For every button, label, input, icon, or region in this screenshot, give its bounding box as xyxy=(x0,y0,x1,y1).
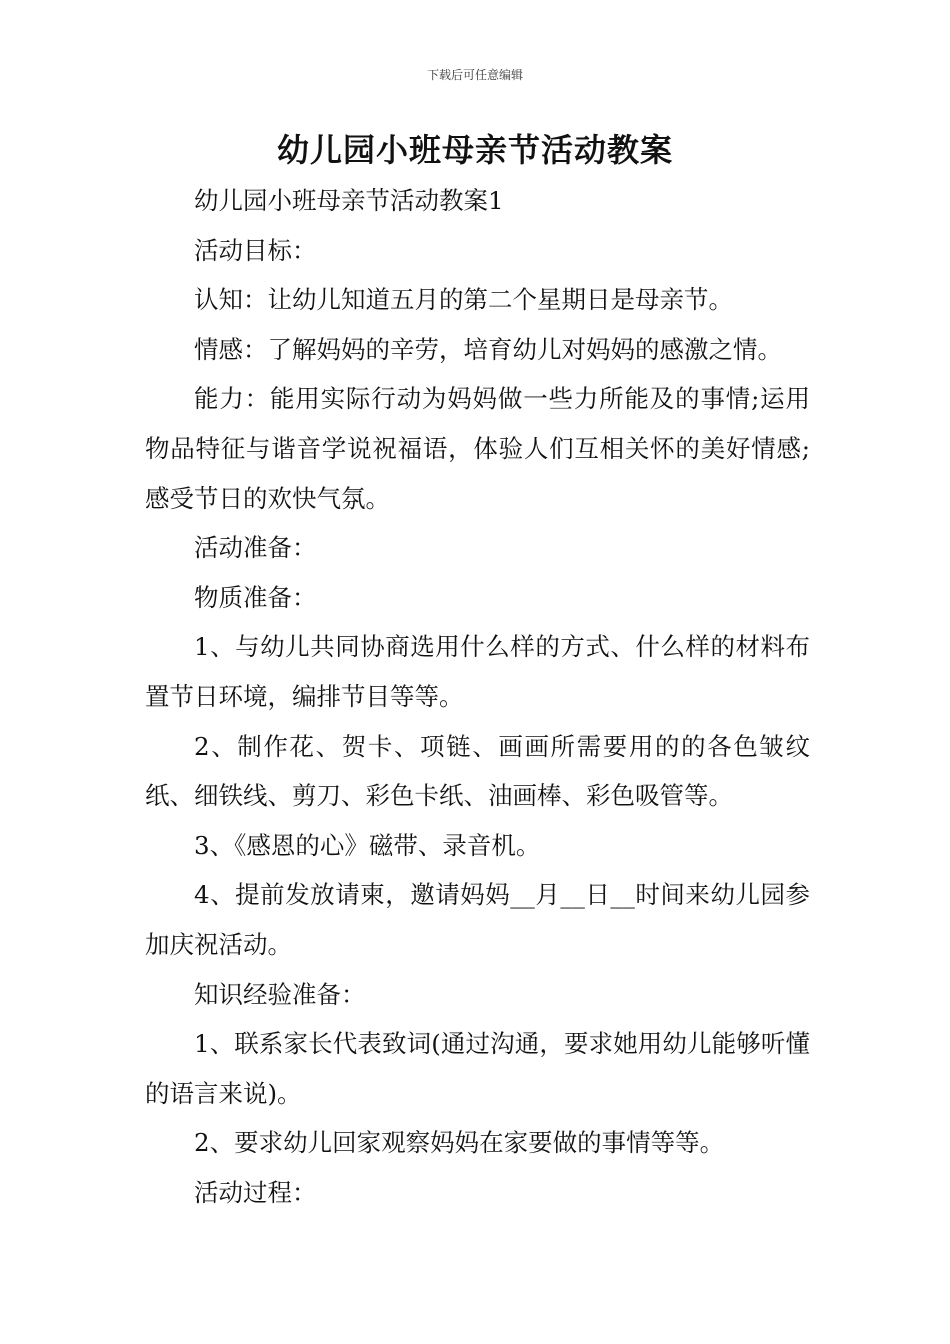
paragraph-knowledge-2: 2、要求幼儿回家观察妈妈在家要做的事情等等。 xyxy=(194,1128,725,1158)
document-body xyxy=(145,176,810,1217)
paragraph-material-1: 1、与幼儿共同协商选用什么样的方式、什么样的材料布置节日环境，编排节目等等。 xyxy=(145,632,810,711)
paragraph-material-4: 4、提前发放请柬，邀请妈妈__月__日__时间来幼儿园参加庆祝活动。 xyxy=(145,880,810,959)
paragraph-process-heading: 活动过程： xyxy=(194,1177,317,1207)
paragraph-goals-heading: 活动目标： xyxy=(194,235,317,265)
paragraph-knowledge-heading: 知识经验准备： xyxy=(194,979,366,1009)
header-note: 下载后可任意编辑 xyxy=(426,68,523,82)
paragraph-knowledge-1: 1、联系家长代表致词(通过沟通，要求她用幼儿能够听懂的语言来说)。 xyxy=(145,1029,810,1108)
paragraph-material-3: 3、《感恩的心》磁带、录音机。 xyxy=(194,830,541,860)
paragraph-ability: 能力：能用实际行动为妈妈做一些力所能及的事情;运用物品特征与谐音学说祝福语，体验人们互相关怀的美好情感;感受节日的欢快气氛。 xyxy=(145,384,810,513)
document-title: 幼儿园小班母亲节活动教案 xyxy=(276,131,673,169)
paragraph-material-heading: 物质准备： xyxy=(194,582,317,612)
paragraph-preparation-heading: 活动准备： xyxy=(194,533,317,563)
paragraph-subtitle: 幼儿园小班母亲节活动教案1 xyxy=(194,186,504,215)
paragraph-emotion: 情感：了解妈妈的辛劳，培育幼儿对妈妈的感激之情。 xyxy=(194,334,782,364)
paragraph-cognition: 认知：让幼儿知道五月的第二个星期日是母亲节。 xyxy=(194,285,733,315)
paragraph-material-2: 2、制作花、贺卡、项链、画画所需要用的的各色皱纹纸、细铁线、剪刀、彩色卡纸、油画棒、彩色吸管等。 xyxy=(145,731,810,811)
